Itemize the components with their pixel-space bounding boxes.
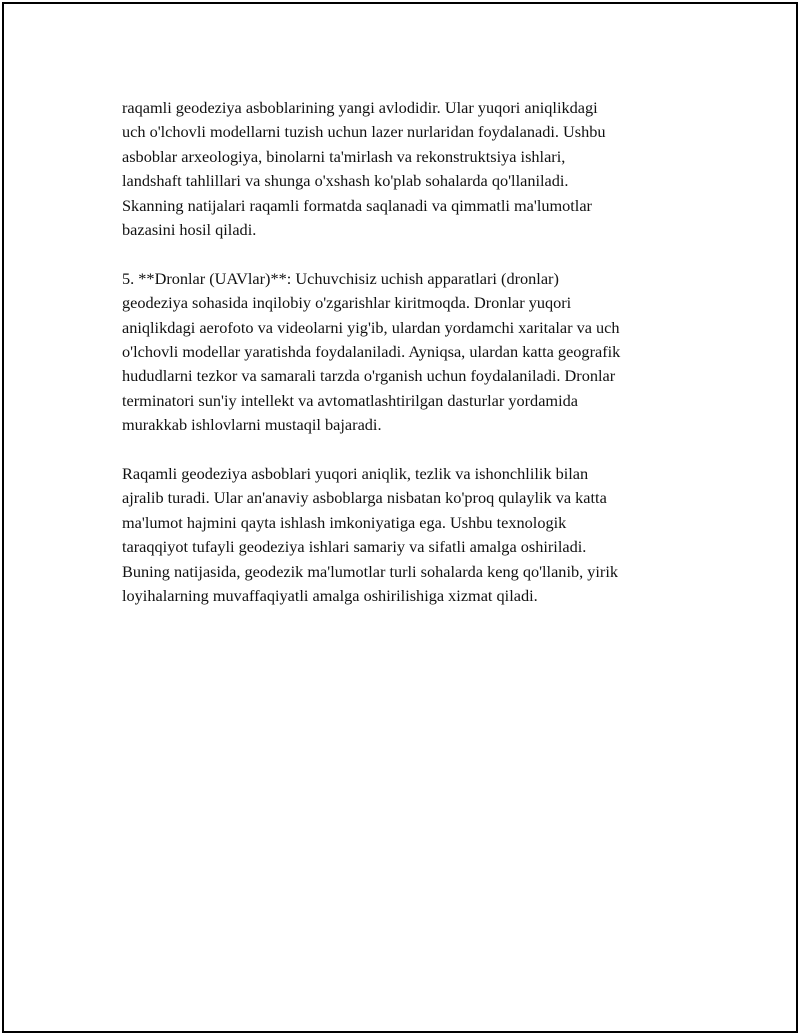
page-frame — [2, 2, 798, 1033]
text-line: Raqamli geodeziya asboblari yuqori aniqlik, tezlik va ishonchlilik bilan — [122, 464, 589, 484]
text-line: loyihalarning muvaffaqiyatli amalga oshirilishiga xizmat qiladi. — [122, 586, 538, 606]
paragraph-conclusion — [122, 462, 722, 608]
text-line: murakkab ishlovlarni mustaqil bajaradi. — [122, 415, 382, 435]
text-line: Buning natijasida, geodezik ma'lumotlar turli sohalarda keng qo'llanib, yirik — [122, 561, 618, 581]
text-line: Skanning natijalari raqamli formatda saqlanadi va qimmatli ma'lumotlar — [122, 195, 592, 215]
text-line: taraqqiyot tufayli geodeziya ishlari samariy va sifatli amalga oshiriladi. — [122, 537, 587, 557]
text-line: o'lchovli modellar yaratishda foydalaniladi. Ayniqsa, ulardan katta geografik — [122, 342, 621, 362]
page-body — [122, 96, 722, 633]
text-line: bazasini hosil qiladi. — [122, 220, 257, 240]
text-line: landshaft tahlillari va shunga o'xshash ko'plab sohalarda qo'llaniladi. — [122, 171, 569, 191]
text-line: terminatori sun'iy intellekt va avtomatlashtirilgan dasturlar yordamida — [122, 390, 578, 410]
text-line: ajralib turadi. Ular an'anaviy asboblarga nisbatan ko'proq qulaylik va katta — [122, 488, 607, 508]
paragraph-drones — [122, 267, 722, 438]
text-line: ma'lumot hajmini qayta ishlash imkoniyatiga ega. Ushbu texnologik — [122, 512, 567, 532]
text-line: 5. **Dronlar (UAVlar)**: Uchuvchisiz uchish apparatlari (dronlar) — [122, 268, 559, 288]
text-line: aniqlikdagi aerofoto va videolarni yig'ib, ulardan yordamchi xaritalar va uch — [122, 317, 620, 337]
text-line: raqamli geodeziya asboblarining yangi avlodidir. Ular yuqori aniqlikdagi — [122, 98, 598, 117]
text-line: asboblar arxeologiya, binolarni ta'mirlash va rekonstruktsiya ishlari, — [122, 146, 566, 166]
text-line: hududlarni tezkor va samarali tarzda o'rganish uchun foydalaniladi. Dronlar — [122, 366, 616, 386]
text-line: geodeziya sohasida inqilobiy o'zgarishlar kiritmoqda. Dronlar yuqori — [122, 293, 572, 313]
text-line: uch o'lchovli modellarni tuzish uchun lazer nurlaridan foydalanadi. Ushbu — [122, 122, 606, 142]
paragraph-scanners — [122, 96, 722, 242]
